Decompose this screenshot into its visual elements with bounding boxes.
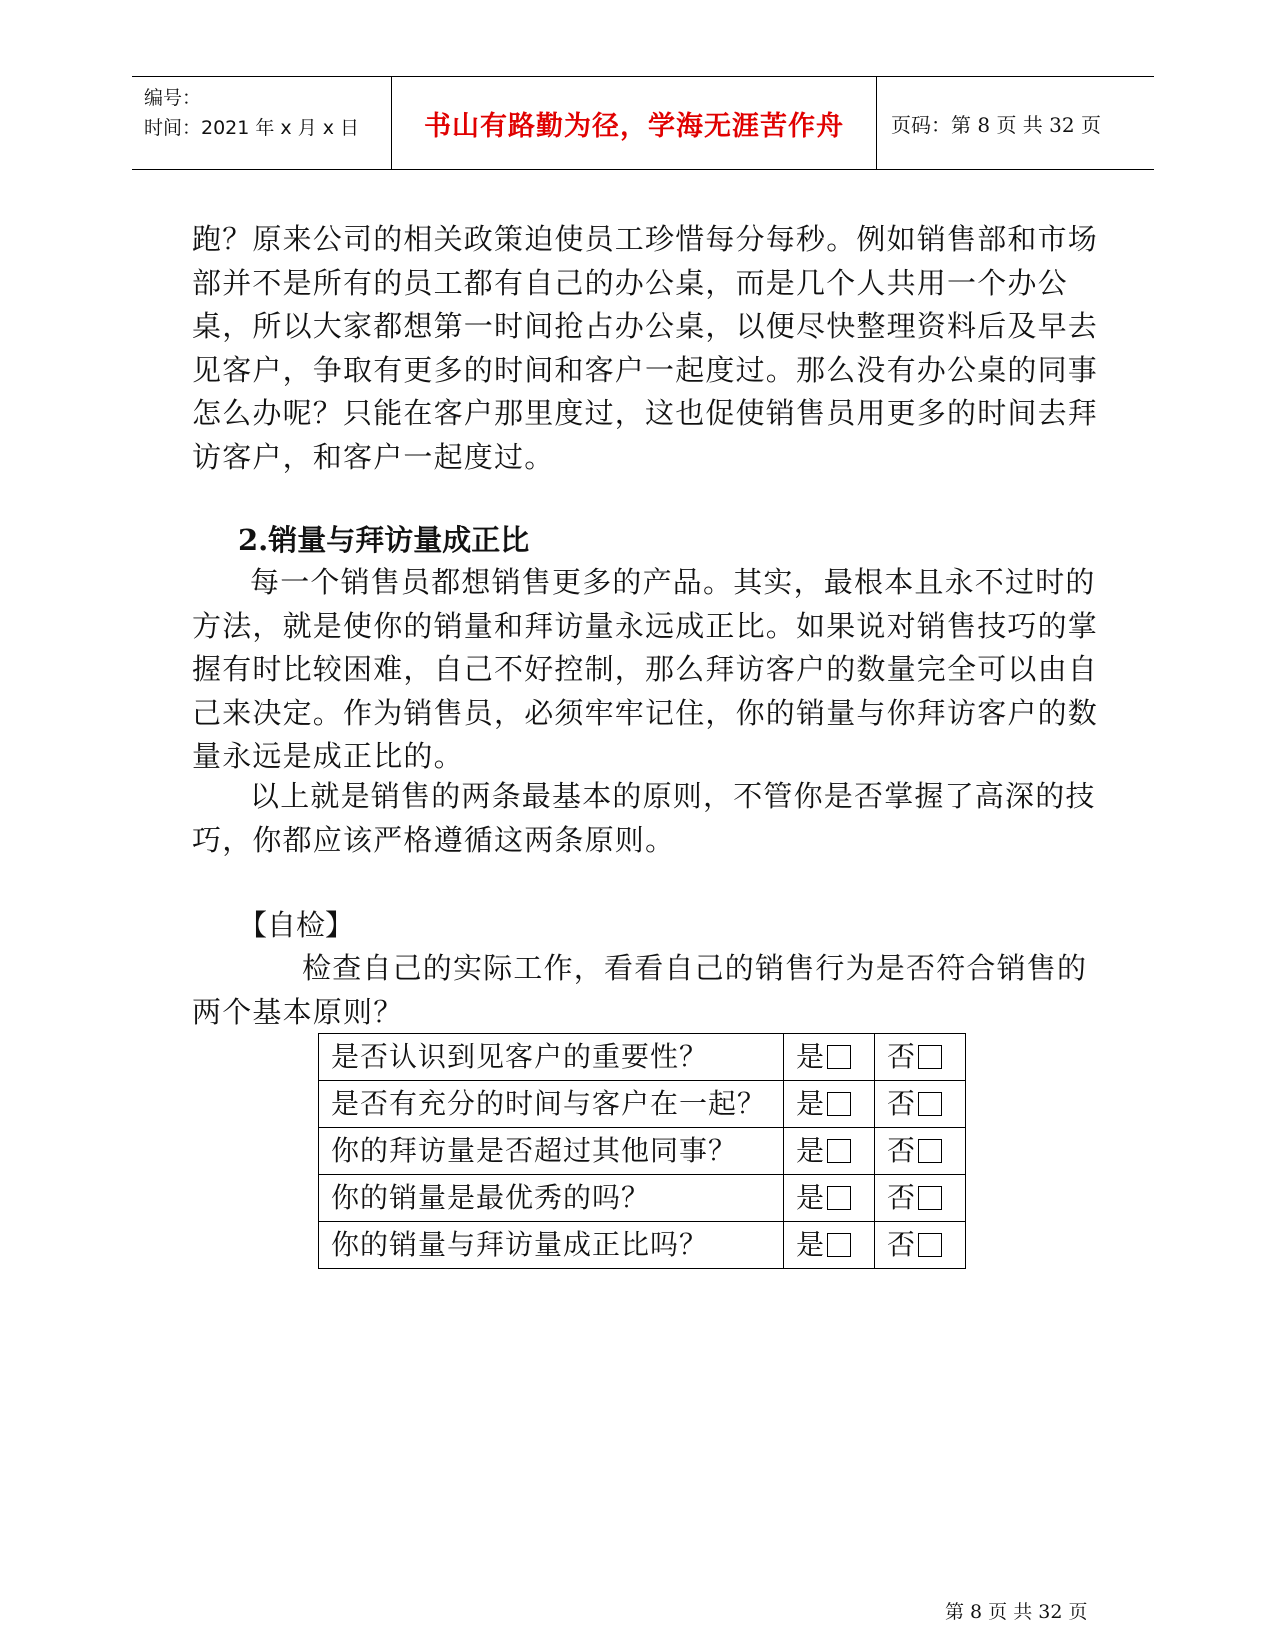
header-page-number: 页码：第 8 页 共 32 页 <box>891 112 1101 137</box>
checklist-no-label: 否 <box>887 1228 917 1261</box>
checklist-row <box>319 1222 966 1269</box>
checklist-yes-cell <box>784 1175 875 1222</box>
checklist-yes-cell <box>784 1081 875 1128</box>
checklist-no-cell <box>875 1175 966 1222</box>
header-motto: 书山有路勤为径，学海无涯苦作舟 <box>392 77 877 169</box>
checklist-row <box>319 1175 966 1222</box>
checklist-yes-cell <box>784 1222 875 1269</box>
checklist-yes-label: 是 <box>796 1181 826 1214</box>
paragraph-1: 跑？原来公司的相关政策迫使员工珍惜每分每秒。例如销售部和市场部并不是所有的员工都有自己的办公桌，而是几个人共用一个办公桌，所以大家都想第一时间抢占办公桌，以便尽快整理资料后及早去见客户，争取有更多的时间和客户一起度过。那么没有办公桌的同事怎么办呢？只能在客户那里度过，这也促使销售员用更多的时间去拜访客户，和客户一起度过。 <box>192 222 1099 474</box>
checkbox-yes[interactable] <box>827 1139 851 1163</box>
checklist-no-label: 否 <box>887 1134 917 1167</box>
checklist-question: 你的销量是最优秀的吗？ <box>319 1175 784 1222</box>
checklist-row <box>319 1128 966 1175</box>
checklist-no-cell <box>875 1128 966 1175</box>
header-meta <box>132 77 392 169</box>
paragraph-2: 每一个销售员都想销售更多的产品。其实，最根本且永不过时的方法，就是使你的销量和拜访量永远成正比。如果说对销售技巧的掌握有时比较困难，自己不好控制，那么拜访客户的数量完全可以由自己来决定。作为销售员，必须牢牢记住，你的销量与你拜访客户的数量永远是成正比的。 <box>192 565 1099 773</box>
checkbox-no[interactable] <box>918 1139 942 1163</box>
checklist-no-label: 否 <box>887 1181 917 1214</box>
checklist-no-label: 否 <box>887 1087 917 1120</box>
number-label: 编号： <box>144 87 202 109</box>
checklist-question: 是否认识到见客户的重要性？ <box>319 1034 784 1081</box>
selfcheck-title: 【自检】 <box>238 908 355 942</box>
section-heading: 2.销量与拜访量成正比 <box>238 523 530 557</box>
checklist-question: 你的拜访量是否超过其他同事？ <box>319 1128 784 1175</box>
page-footer: 第 8 页 共 32 页 <box>945 1601 1088 1623</box>
checkbox-yes[interactable] <box>827 1233 851 1257</box>
checklist-yes-cell <box>784 1128 875 1175</box>
checklist-no-cell <box>875 1081 966 1128</box>
paragraph-4: 检查自己的实际工作，看看自己的销售行为是否符合销售的两个基本原则？ <box>192 951 1088 1029</box>
checklist-yes-label: 是 <box>796 1040 826 1073</box>
checklist-yes-label: 是 <box>796 1087 826 1120</box>
checklist-yes-label: 是 <box>796 1228 826 1261</box>
page-header <box>132 76 1154 170</box>
checklist-yes-label: 是 <box>796 1134 826 1167</box>
checklist-question: 你的销量与拜访量成正比吗？ <box>319 1222 784 1269</box>
checklist-table <box>318 1033 966 1269</box>
checklist-no-cell <box>875 1034 966 1081</box>
checklist-yes-cell <box>784 1034 875 1081</box>
checklist-row <box>319 1081 966 1128</box>
checklist-no-label: 否 <box>887 1040 917 1073</box>
checklist-question: 是否有充分的时间与客户在一起？ <box>319 1081 784 1128</box>
checkbox-no[interactable] <box>918 1233 942 1257</box>
checkbox-no[interactable] <box>918 1092 942 1116</box>
checkbox-yes[interactable] <box>827 1186 851 1210</box>
checklist-no-cell <box>875 1222 966 1269</box>
paragraph-3: 以上就是销售的两条最基本的原则，不管你是否掌握了高深的技巧，你都应该严格遵循这两条原则。 <box>192 779 1096 857</box>
checkbox-no[interactable] <box>918 1186 942 1210</box>
checkbox-no[interactable] <box>918 1045 942 1069</box>
checklist-row <box>319 1034 966 1081</box>
time-label: 时间：2021 年 x 月 x 日 <box>144 117 360 139</box>
checkbox-yes[interactable] <box>827 1092 851 1116</box>
checkbox-yes[interactable] <box>827 1045 851 1069</box>
